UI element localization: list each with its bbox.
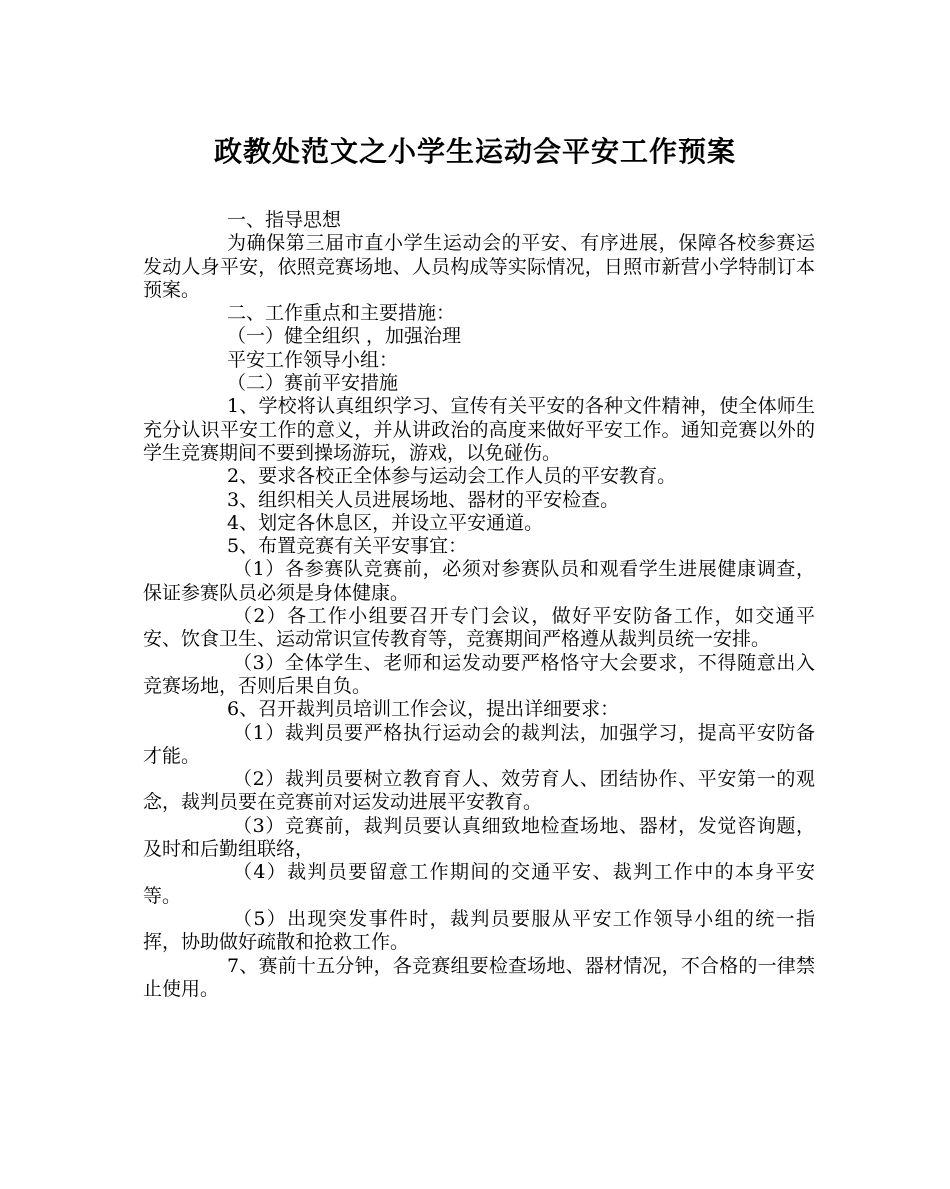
list-item-2: 2、要求各校正全体参与运动会工作人员的平安教育。 [227, 465, 677, 488]
sub-item-6-4: （4）裁判员要留意工作期间的交通平安、裁判工作中的本身平安等。 [143, 861, 815, 907]
document-title: 政教处范文之小学生运动会平安工作预案 [213, 135, 736, 168]
sub-item-5-3: （3）全体学生、老师和运发动要严格恪守大会要求，不得随意出入竞赛场地，否则后果自负。 [143, 651, 815, 697]
sub-item-6-3: （3）竞赛前，裁判员要认真细致地检查场地、器材，发觉咨询题，及时和后勤组联络， [143, 814, 815, 861]
list-item-7: 7、赛前十五分钟，各竞赛组要检查场地、器材情况，不合格的一律禁止使用。 [143, 954, 815, 1000]
list-item-6: 6、召开裁判员培训工作会议，提出详细要求： [227, 698, 620, 721]
subheading-pre-race-measures: （二）赛前平安措施 [227, 372, 399, 395]
sub-item-5-1: （1）各参赛队竞赛前，必须对参赛队员和观看学生进展健康调查，保证参赛队员必须是身体健康。 [143, 558, 815, 604]
paragraph-purpose: 为确保第三届市直小学生运动会的平安、有序进展，保障各校参赛运发动人身平安，依照竞赛场地、人员构成等实际情况，日照市新营小学特制订本预案。 [143, 232, 815, 301]
sub-item-5-2: （2）各工作小组要召开专门会议，做好平安防备工作，如交通平安、饮食卫生、运动常识宣传教育等，竞赛期间严格遵从裁判员统一安排。 [143, 605, 815, 651]
document-body [143, 209, 815, 1001]
section-heading-key-measures: 二、工作重点和主要措施： [227, 302, 456, 325]
list-item-5: 5、布置竞赛有关平安事宜： [227, 535, 468, 558]
list-item-3: 3、组织相关人员进展场地、器材的平安检查。 [227, 488, 620, 511]
sub-item-6-1: （1）裁判员要严格执行运动会的裁判法，加强学习，提高平安防备才能。 [143, 721, 815, 767]
sub-item-6-2: （2）裁判员要树立教育育人、效劳育人、团结协作、平安第一的观念，裁判员要在竞赛前对运发动进展平安教育。 [143, 768, 815, 814]
paragraph-leadership-group: 平安工作领导小组： [227, 348, 399, 371]
list-item-1: 1、学校将认真组织学习、宣传有关平安的各种文件精神，使全体师生充分认识平安工作的意义，并从讲政治的高度来做好平安工作。通知竞赛以外的学生竞赛期间不要到操场游玩，游戏，以免碰伤。 [143, 395, 815, 464]
section-heading-guiding-thought: 一、指导思想 [227, 209, 342, 231]
subheading-organization: （一）健全组织 ，加强治理 [227, 325, 462, 348]
sub-item-6-5: （5）出现突发事件时，裁判员要服从平安工作领导小组的统一指挥，协助做好疏散和抢救工作。 [143, 907, 815, 954]
list-item-4: 4、划定各休息区，并设立平安通道。 [227, 511, 544, 534]
